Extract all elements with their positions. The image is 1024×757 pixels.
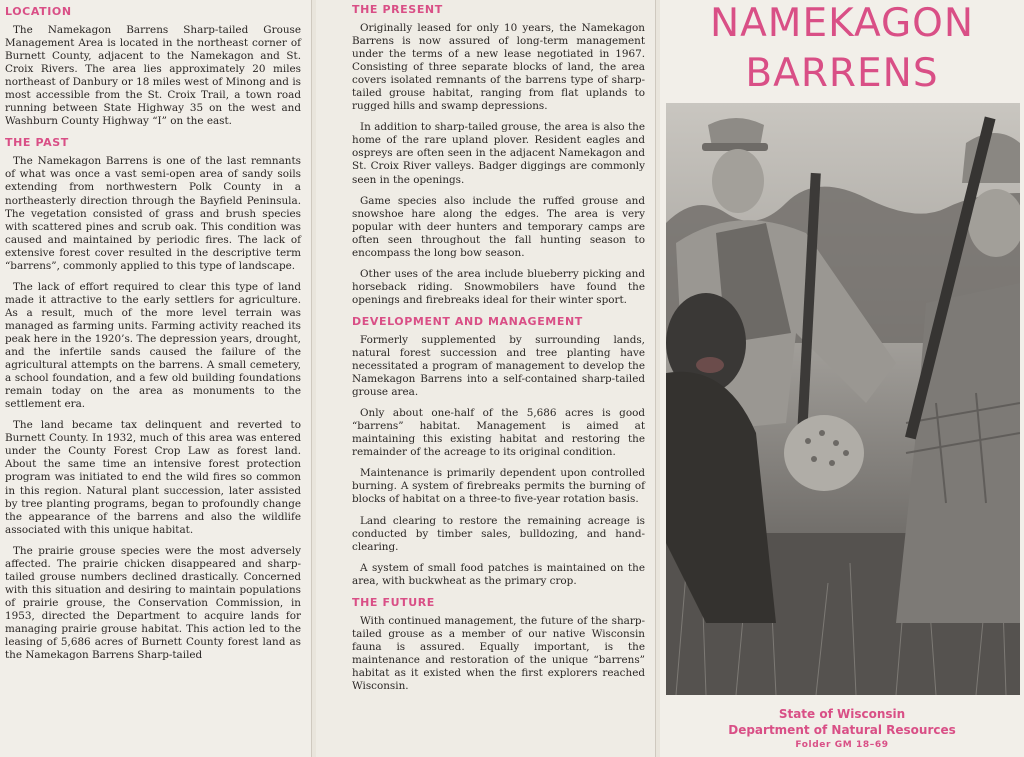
- cover-panel: [660, 0, 1024, 757]
- development-heading: DEVELOPMENT AND MANAGEMENT: [352, 314, 583, 328]
- middle-panel: [316, 0, 656, 757]
- location-paragraph: The Namekagon Barrens Sharp-tailed Grouse Management Area is located in the northeast corner of Burnett County, adjacent to the Namekagon and St. Croix Rivers. The area lies approximately 20 miles northeast of Danbury or 18 miles west of Minong and is most accessible from the St. Croix Trail, a town road running between State Highway 35 on the west and Washburn County Highway “I” on the east.: [5, 24, 301, 128]
- development-paragraph: A system of small food patches is maintained on the area, with buckwheat as the primary crop.: [352, 561, 645, 587]
- past-paragraph: The land became tax delinquent and reverted to Burnett County. In 1932, much of this area was entered under the County Forest Crop Law as forest land. About the same time an intensive forest protection program was initiated to end the wild fires so common in this region. Natural plant succession, later assisted by tree planting programs, began to profoundly change the appearance of the barrens and also the wildlife associated with this unique habitat.: [5, 419, 301, 536]
- present-paragraph: Originally leased for only 10 years, the Namekagon Barrens is now assured of long-term management under the terms of a new lease negotiated in 1967. Consisting of three separate blocks of land, the area covers isolated remnants of the barrens type of sharp-tailed grouse habitat, ranging from flat uplands to rugged hills and swamp depressions.: [352, 22, 645, 113]
- past-paragraph: The Namekagon Barrens is one of the last remnants of what was once a vast semi-open area of sandy soils extending from northwestern Polk County in a northeasterly direction through the Bayfield Peninsula. The vegetation consisted of grass and brush species with scattered pines and scrub oak. This condition was caused and maintained by periodic fires. The lack of extensive forest cover resulted in the descriptive term “barrens”, commonly applied to this type of landscape.: [5, 155, 301, 272]
- cover-title-line-1: NAMEKAGON: [709, 1, 975, 46]
- cover-photo: [666, 103, 1020, 695]
- development-paragraph: Land clearing to restore the remaining acreage is conducted by timber sales, bulldozing, and hand-clearing.: [352, 514, 645, 553]
- cover-footer-folder-number: Folder GM 18–69: [795, 740, 889, 750]
- present-paragraph: Other uses of the area include blueberry picking and horseback riding. Snowmobilers have found the openings and firebreaks ideal for their winter sport.: [352, 267, 645, 306]
- cover-footer-department: Department of Natural Resources: [728, 723, 956, 737]
- location-heading: LOCATION: [5, 5, 72, 18]
- present-paragraph: Game species also include the ruffed grouse and snowshoe hare along the edges. The area is very popular with deer hunters and temporary camps are often seen throughout the fall hunting season to encompass the long bow season.: [352, 194, 645, 259]
- past-paragraph: The prairie grouse species were the most adversely affected. The prairie chicken disappeared and sharp-tailed grouse numbers declined drastically. Concerned with this situation and desiring to maintain populations of prairie grouse, the Conservation Commission, in 1953, directed the Department to acquire lands for managing prairie grouse habitat. This action led to the leasing of 5,686 acres of Burnett County forest land as the Namekagon Barrens Sharp-tailed: [5, 544, 301, 662]
- cover-title-line-2: BARRENS: [745, 51, 939, 96]
- development-paragraph: Maintenance is primarily dependent upon controlled burning. A system of firebreaks permits the burning of blocks of habitat on a three-to five-year rotation basis.: [352, 467, 645, 506]
- present-heading: THE PRESENT: [352, 3, 443, 16]
- left-panel: [0, 0, 312, 757]
- future-heading: THE FUTURE: [352, 595, 435, 609]
- future-paragraph: With continued management, the future of the sharp-tailed grouse as a member of our native Wisconsin fauna is assured. Equally important, is the maintenance and restoration of the unique “barrens” habitat as it existed when the first explorers reached Wisconsin.: [352, 614, 645, 692]
- hunters-photo: [666, 103, 1020, 695]
- cover-footer-state: State of Wisconsin: [778, 707, 906, 721]
- development-paragraph: Only about one-half of the 5,686 acres is good “barrens” habitat. Management is aimed at maintaining this existing habitat and restoring the remainder of the acreage to its original condition.: [352, 407, 645, 459]
- past-paragraph: The lack of effort required to clear this type of land made it attractive to the early settlers for agriculture. As a result, much of the more level terrain was managed as farming units. Farming activity reached its peak here in the 1920’s. The depression years, drought, and the infertile sands caused the failure of the agricultural attempts on the barrens. A small cemetery, a school foundation, and a few old building foundations remain today on the area as monuments to the settlement era.: [5, 280, 301, 411]
- development-paragraph: Formerly supplemented by surrounding lands, natural forest succession and tree planting have necessitated a program of management to develop the Namekagon Barrens into a self-contained sharp-tailed grouse area.: [352, 333, 645, 399]
- present-paragraph: In addition to sharp-tailed grouse, the area is also the home of the rare upland plover. Resident eagles and ospreys are often seen in the adjacent Namekagon and St. Croix River valleys. Badger diggings are commonly seen in the openings.: [352, 121, 645, 186]
- past-heading: THE PAST: [5, 136, 69, 150]
